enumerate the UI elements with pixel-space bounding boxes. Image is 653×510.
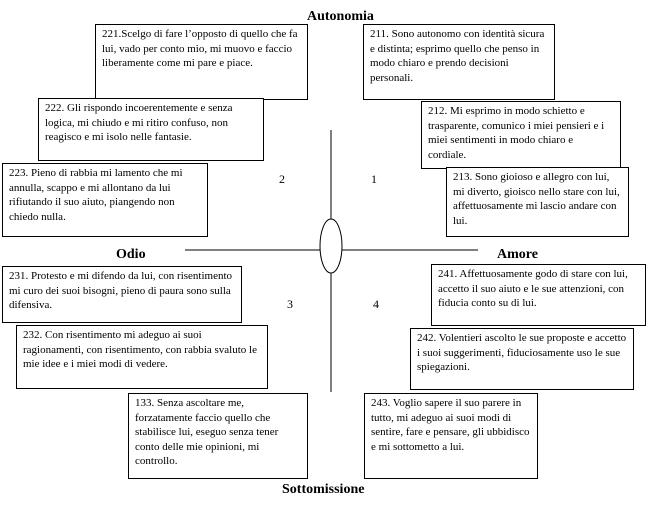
quadrant-number-1: 1	[371, 172, 377, 186]
axis-label-sottomissione: Sottomissione	[282, 482, 365, 497]
box-213: 213. Sono gioioso e allegro con lui, mi diverto, gioisco nello stare con lui, affettuosamente mi lascio andare con lui.	[446, 167, 629, 237]
axis-label-autonomia: Autonomia	[307, 9, 374, 24]
quadrant-number-2: 2	[279, 172, 285, 186]
box-232: 232. Con risentimento mi adeguo ai suoi ragionamenti, con risentimento, con rabbia svaluto le mie idee e i miei modi di vedere.	[16, 325, 268, 389]
box-223: 223. Pieno di rabbia mi lamento che mi annulla, scappo e mi allontano da lui rifiutando il suo aiuto, piangendo non chiedo nulla.	[2, 163, 208, 237]
box-243: 243. Voglio sapere il suo parere in tutto, mi adeguo ai suoi modi di sentire, fare e pensare, gli ubbidisco e mi sottometto a lui.	[364, 393, 538, 479]
box-241: 241. Affettuosamente godo di stare con lui, accetto il suo aiuto e le sue attenzioni, con fiducia conto su di lui.	[431, 264, 646, 326]
axis-label-amore: Amore	[497, 247, 538, 262]
box-242: 242. Volentieri ascolto le sue proposte e accetto i suoi suggerimenti, fiduciosamente uso le sue spiegazioni.	[410, 328, 634, 390]
axis-label-odio: Odio	[116, 247, 146, 262]
box-211: 211. Sono autonomo con identità sicura e distinta; esprimo quello che penso in modo chiaro e prendo decisioni personali.	[363, 24, 555, 100]
box-212: 212. Mi esprimo in modo schietto e trasparente, comunico i miei pensieri e i miei sentimenti in modo chiaro e cordiale.	[421, 101, 621, 169]
box-133: 133. Senza ascoltare me, forzatamente faccio quello che stabilisce lui, eseguo senza tener conto delle mie opinioni, mi controllo.	[128, 393, 308, 479]
center-ellipse	[320, 219, 342, 273]
box-222: 222. Gli rispondo incoerentemente e senza logica, mi chiudo e mi ritiro confuso, non reagisco e mi isolo nelle fantasie.	[38, 98, 264, 161]
quadrant-number-4: 4	[373, 297, 379, 311]
quadrant-number-3: 3	[287, 297, 293, 311]
box-221: 221.Scelgo di fare l’opposto di quello che fa lui, vado per conto mio, mi muovo e faccio liberamente come mi pare e piace.	[95, 24, 308, 100]
box-231: 231. Protesto e mi difendo da lui, con risentimento mi curo dei suoi bisogni, pieno di paura sono sulla difensiva.	[2, 266, 242, 323]
